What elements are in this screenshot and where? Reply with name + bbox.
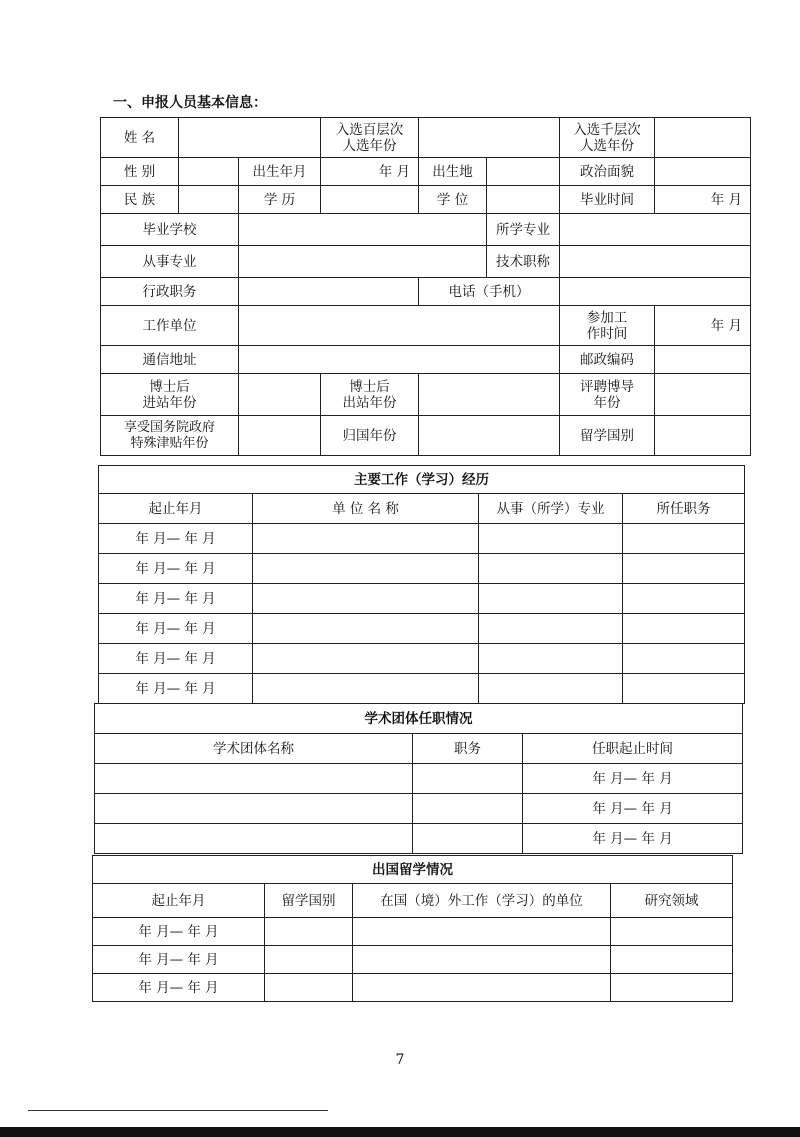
wh-unit-cell[interactable] xyxy=(253,584,479,614)
wh-period-cell[interactable]: 年 月— 年 月 xyxy=(99,524,253,554)
name-label: 姓 名 xyxy=(101,118,179,158)
page-number: 7 xyxy=(395,1052,405,1068)
postdoc-in-label: 博士后 进站年份 xyxy=(101,374,239,416)
ab-unit-cell[interactable] xyxy=(353,974,611,1002)
wh-period-cell[interactable]: 年 月— 年 月 xyxy=(99,674,253,704)
wh-post-cell[interactable] xyxy=(623,524,745,554)
postdoc-out-field[interactable] xyxy=(419,374,560,416)
address-label: 通信地址 xyxy=(101,346,239,374)
table-row xyxy=(95,824,743,854)
ab-period-cell[interactable]: 年 月— 年 月 xyxy=(93,946,265,974)
wh-major-cell[interactable] xyxy=(479,644,623,674)
ac-period-cell[interactable]: 年 月— 年 月 xyxy=(523,764,743,794)
phone-label: 电话（手机） xyxy=(419,278,560,306)
ab-country-cell[interactable] xyxy=(265,974,353,1002)
wh-major-cell[interactable] xyxy=(479,584,623,614)
wh-post-cell[interactable] xyxy=(623,644,745,674)
section-heading: 一、申报人员基本信息： xyxy=(113,95,267,111)
ac-period-cell[interactable]: 年 月— 年 月 xyxy=(523,794,743,824)
ethnicity-field[interactable] xyxy=(179,186,239,214)
major-work-field[interactable] xyxy=(239,246,487,278)
wh-post-cell[interactable] xyxy=(623,674,745,704)
degree-label: 学 位 xyxy=(419,186,487,214)
ab-country-cell[interactable] xyxy=(265,918,353,946)
ab-field-cell[interactable] xyxy=(611,946,733,974)
table-row xyxy=(99,644,745,674)
address-field[interactable] xyxy=(239,346,560,374)
abroad-table xyxy=(92,855,733,1002)
political-label: 政治面貌 xyxy=(560,158,655,186)
ethnicity-label: 民 族 xyxy=(101,186,179,214)
work-unit-field[interactable] xyxy=(239,306,560,346)
birth-ym-field[interactable]: 年 月 xyxy=(321,158,419,186)
table-row xyxy=(93,918,733,946)
wh-period-cell[interactable]: 年 月— 年 月 xyxy=(99,614,253,644)
phd-advisor-field[interactable] xyxy=(655,374,751,416)
major-studied-label: 所学专业 xyxy=(487,214,560,246)
ab-period-cell[interactable]: 年 月— 年 月 xyxy=(93,974,265,1002)
wh-major-cell[interactable] xyxy=(479,674,623,704)
ab-header-field: 研究领域 xyxy=(611,884,733,918)
ac-header-period: 任职起止时间 xyxy=(523,734,743,764)
hundred-year-label: 入选百层次 人选年份 xyxy=(321,118,419,158)
ac-header-name: 学术团体名称 xyxy=(95,734,413,764)
wh-unit-cell[interactable] xyxy=(253,674,479,704)
return-year-field[interactable] xyxy=(419,416,560,456)
allowance-label: 享受国务院政府 特殊津贴年份 xyxy=(101,416,239,456)
scan-edge xyxy=(0,1127,800,1137)
postcode-field[interactable] xyxy=(655,346,751,374)
table-row xyxy=(93,946,733,974)
abroad-title: 出国留学情况 xyxy=(93,856,733,884)
work-unit-label: 工作单位 xyxy=(101,306,239,346)
work-start-field[interactable]: 年 月 xyxy=(655,306,751,346)
ac-post-cell[interactable] xyxy=(413,794,523,824)
academic-title: 学术团体任职情况 xyxy=(95,704,743,734)
table-row xyxy=(99,554,745,584)
ac-period-cell[interactable]: 年 月— 年 月 xyxy=(523,824,743,854)
wh-post-cell[interactable] xyxy=(623,554,745,584)
school-label: 毕业学校 xyxy=(101,214,239,246)
ab-header-period: 起止年月 xyxy=(93,884,265,918)
footer-rule xyxy=(28,1110,328,1111)
ab-header-unit: 在国（境）外工作（学习）的单位 xyxy=(353,884,611,918)
ac-header-post: 职务 xyxy=(413,734,523,764)
work-history-title: 主要工作（学习）经历 xyxy=(99,466,745,494)
wh-major-cell[interactable] xyxy=(479,614,623,644)
name-field[interactable] xyxy=(179,118,321,158)
table-row xyxy=(99,614,745,644)
major-studied-field[interactable] xyxy=(560,214,751,246)
postdoc-in-field[interactable] xyxy=(239,374,321,416)
wh-unit-cell[interactable] xyxy=(253,614,479,644)
ab-unit-cell[interactable] xyxy=(353,918,611,946)
school-field[interactable] xyxy=(239,214,487,246)
allowance-field[interactable] xyxy=(239,416,321,456)
education-field[interactable] xyxy=(321,186,419,214)
grad-time-label: 毕业时间 xyxy=(560,186,655,214)
gender-field[interactable] xyxy=(179,158,239,186)
ac-post-cell[interactable] xyxy=(413,764,523,794)
political-field[interactable] xyxy=(655,158,751,186)
ab-field-cell[interactable] xyxy=(611,918,733,946)
ab-field-cell[interactable] xyxy=(611,974,733,1002)
wh-period-cell[interactable]: 年 月— 年 月 xyxy=(99,584,253,614)
admin-post-label: 行政职务 xyxy=(101,278,239,306)
birthplace-label: 出生地 xyxy=(419,158,487,186)
basic-info-table xyxy=(100,117,751,456)
academic-table xyxy=(94,703,743,854)
wh-major-cell[interactable] xyxy=(479,524,623,554)
table-row xyxy=(95,794,743,824)
wh-major-cell[interactable] xyxy=(479,554,623,584)
ac-post-cell[interactable] xyxy=(413,824,523,854)
ac-name-cell[interactable] xyxy=(95,824,413,854)
wh-period-cell[interactable]: 年 月— 年 月 xyxy=(99,644,253,674)
table-row xyxy=(95,764,743,794)
wh-header-post: 所任职务 xyxy=(623,494,745,524)
tech-title-field[interactable] xyxy=(560,246,751,278)
return-year-label: 归国年份 xyxy=(321,416,419,456)
wh-unit-cell[interactable] xyxy=(253,644,479,674)
wh-post-cell[interactable] xyxy=(623,584,745,614)
degree-field[interactable] xyxy=(487,186,560,214)
wh-post-cell[interactable] xyxy=(623,614,745,644)
table-row xyxy=(99,584,745,614)
admin-post-field[interactable] xyxy=(239,278,419,306)
gender-label: 性 别 xyxy=(101,158,179,186)
wh-header-major: 从事（所学）专业 xyxy=(479,494,623,524)
ab-period-cell[interactable]: 年 月— 年 月 xyxy=(93,918,265,946)
ac-name-cell[interactable] xyxy=(95,794,413,824)
birth-ym-label: 出生年月 xyxy=(239,158,321,186)
education-label: 学 历 xyxy=(239,186,321,214)
table-row xyxy=(93,974,733,1002)
table-row xyxy=(99,674,745,704)
hundred-year-field[interactable] xyxy=(419,118,560,158)
wh-period-cell[interactable]: 年 月— 年 月 xyxy=(99,554,253,584)
thousand-year-label: 入选千层次 人选年份 xyxy=(560,118,655,158)
birthplace-field[interactable] xyxy=(487,158,560,186)
work-start-label: 参加工 作时间 xyxy=(560,306,655,346)
tech-title-label: 技术职称 xyxy=(487,246,560,278)
postcode-label: 邮政编码 xyxy=(560,346,655,374)
ab-header-country: 留学国别 xyxy=(265,884,353,918)
table-row xyxy=(99,524,745,554)
phd-advisor-label: 评聘博导 年份 xyxy=(560,374,655,416)
wh-unit-cell[interactable] xyxy=(253,554,479,584)
work-history-table xyxy=(98,465,745,704)
phone-field[interactable] xyxy=(560,278,751,306)
ab-country-cell[interactable] xyxy=(265,946,353,974)
grad-time-field[interactable]: 年 月 xyxy=(655,186,751,214)
ab-unit-cell[interactable] xyxy=(353,946,611,974)
abroad-country-label: 留学国别 xyxy=(560,416,655,456)
major-work-label: 从事专业 xyxy=(101,246,239,278)
wh-header-unit: 单 位 名 称 xyxy=(253,494,479,524)
wh-header-period: 起止年月 xyxy=(99,494,253,524)
ac-name-cell[interactable] xyxy=(95,764,413,794)
abroad-country-field[interactable] xyxy=(655,416,751,456)
wh-unit-cell[interactable] xyxy=(253,524,479,554)
thousand-year-field[interactable] xyxy=(655,118,751,158)
postdoc-out-label: 博士后 出站年份 xyxy=(321,374,419,416)
